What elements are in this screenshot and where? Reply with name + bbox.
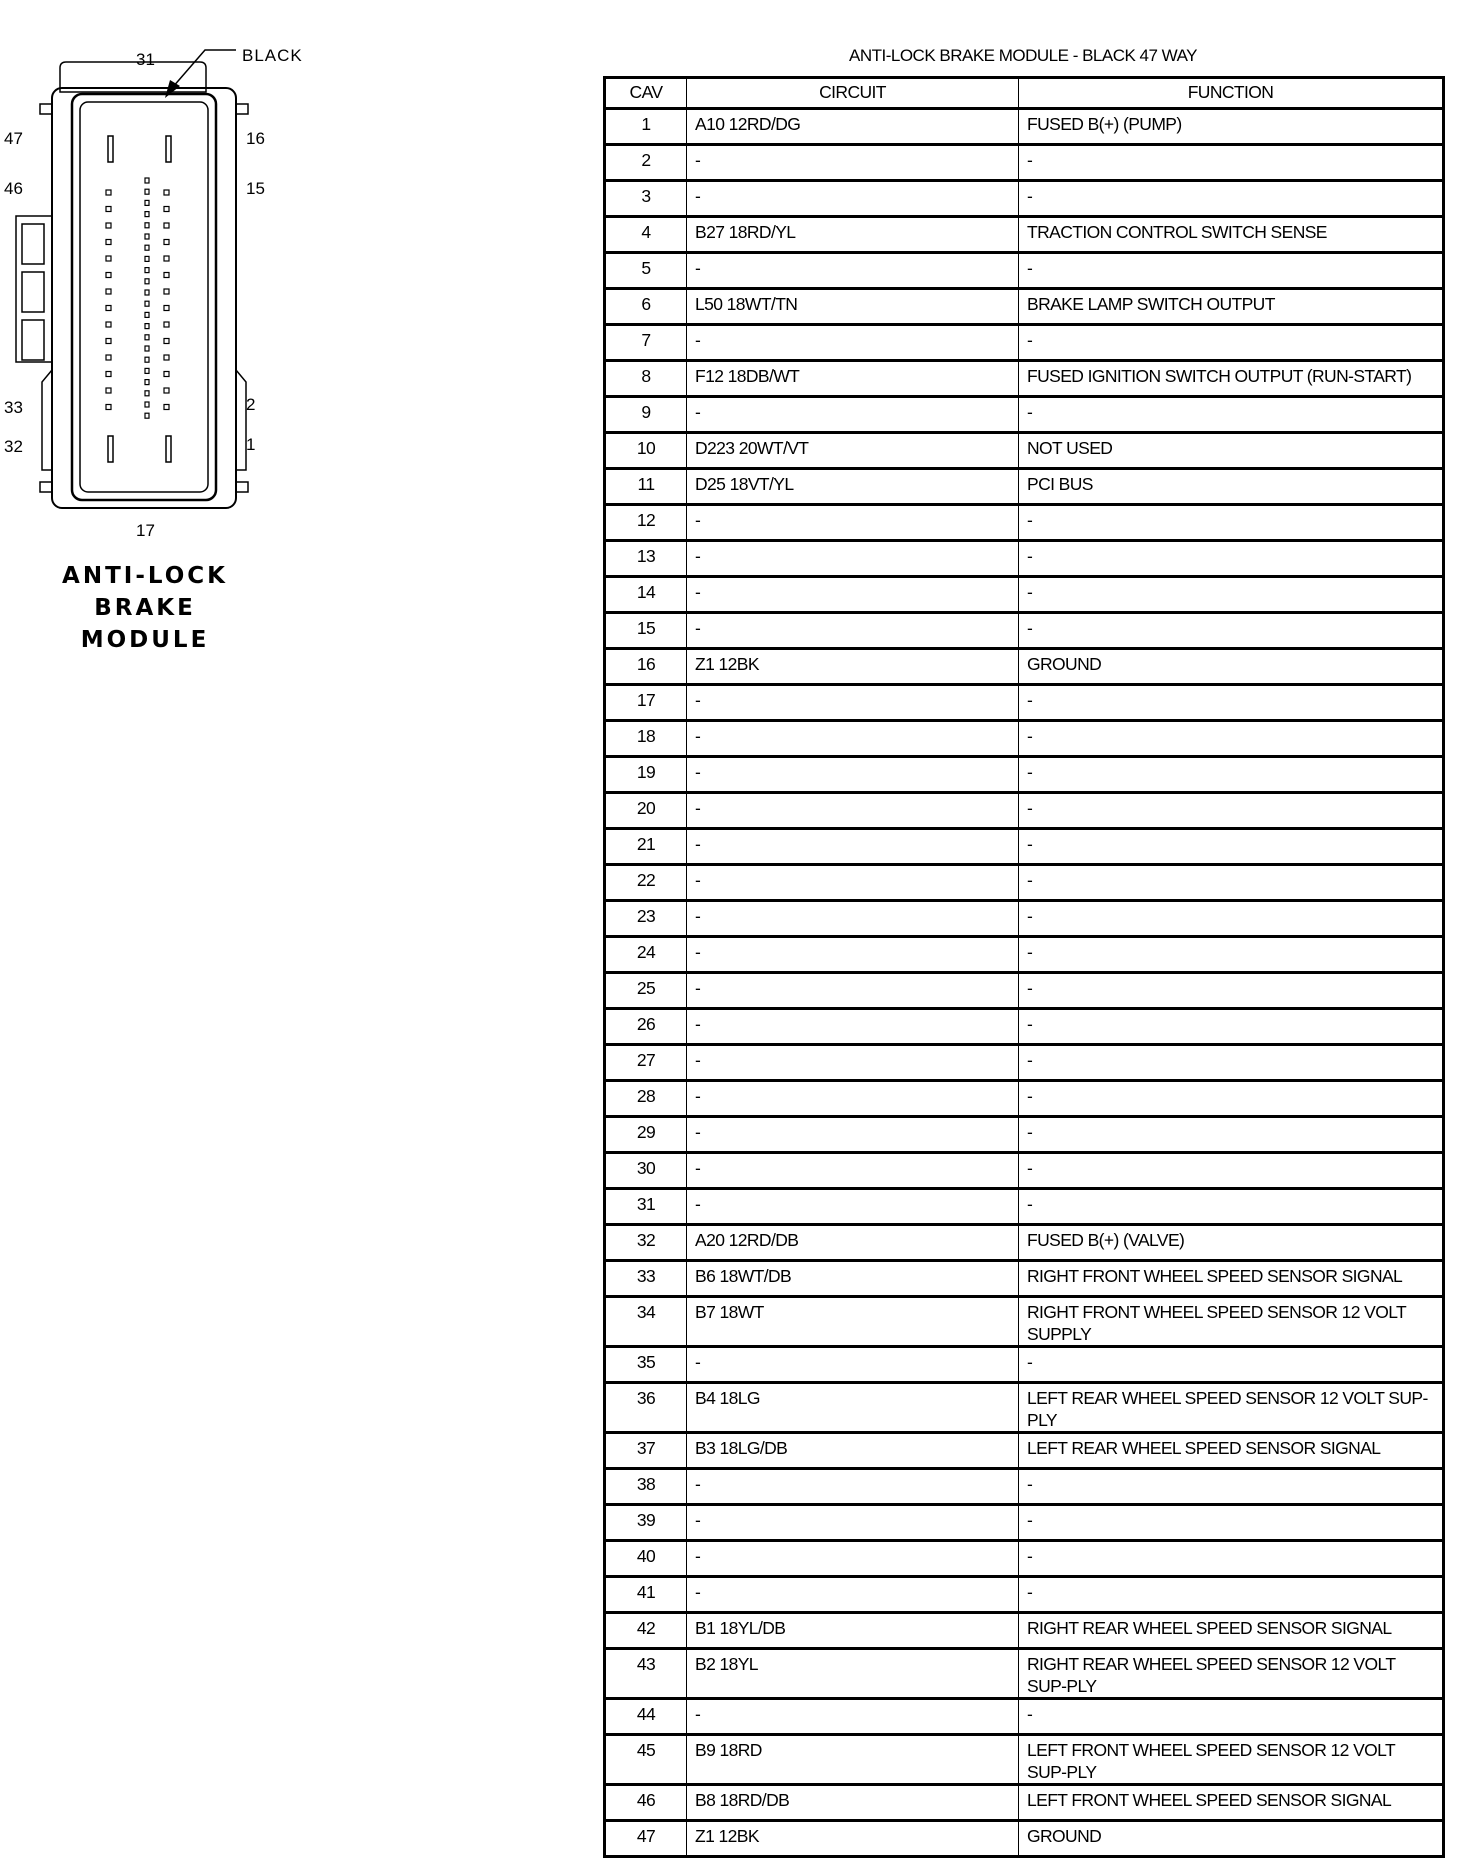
function-cell: LEFT FRONT WHEEL SPEED SENSOR SIGNAL <box>1019 1785 1444 1821</box>
function-cell: GROUND <box>1019 649 1444 685</box>
circuit-cell: B2 18YL <box>687 1649 1019 1699</box>
circuit-cell: B4 18LG <box>687 1383 1019 1433</box>
latch-window-1 <box>22 224 44 264</box>
table-row <box>605 181 1444 217</box>
pin-cavity <box>145 234 149 239</box>
cav-cell: 41 <box>605 1577 687 1613</box>
pinout-table <box>603 76 1445 1858</box>
circuit-cell: D223 20WT/VT <box>687 433 1019 469</box>
cav-cell: 19 <box>605 757 687 793</box>
pin-cavity <box>145 402 149 407</box>
latch-window-3 <box>22 320 44 360</box>
cav-cell: 39 <box>605 1505 687 1541</box>
circuit-cell: - <box>687 1153 1019 1189</box>
circuit-cell: D25 18VT/YL <box>687 469 1019 505</box>
table-row <box>605 901 1444 937</box>
pin-cavity <box>145 357 149 362</box>
circuit-cell: - <box>687 1189 1019 1225</box>
pin-cavity <box>106 372 111 377</box>
function-cell: - <box>1019 181 1444 217</box>
pin-cavity <box>106 388 111 393</box>
circuit-cell: - <box>687 1505 1019 1541</box>
pin-cavity <box>145 212 149 217</box>
circuit-cell: - <box>687 973 1019 1009</box>
module-name-line-1: ANTI-LOCK <box>62 563 228 589</box>
pin-cavity <box>145 256 149 261</box>
circuit-cell: A20 12RD/DB <box>687 1225 1019 1261</box>
pin-cavity <box>164 306 169 311</box>
table-row <box>605 649 1444 685</box>
function-cell: - <box>1019 1081 1444 1117</box>
table-row <box>605 1699 1444 1735</box>
pin-cavity <box>145 391 149 396</box>
cav-cell: 28 <box>605 1081 687 1117</box>
function-cell: - <box>1019 1045 1444 1081</box>
cav-cell: 33 <box>605 1261 687 1297</box>
function-cell: - <box>1019 793 1444 829</box>
circuit-cell: - <box>687 721 1019 757</box>
table-row <box>605 1225 1444 1261</box>
function-cell: - <box>1019 1189 1444 1225</box>
circuit-cell: - <box>687 829 1019 865</box>
table-row <box>605 1649 1444 1699</box>
table-row <box>605 1081 1444 1117</box>
cav-cell: 21 <box>605 829 687 865</box>
function-cell: - <box>1019 613 1444 649</box>
pin-cavity <box>145 380 149 385</box>
circuit-cell: - <box>687 613 1019 649</box>
circuit-cell: - <box>687 505 1019 541</box>
pin-label-46: 46 <box>4 179 23 198</box>
table-row <box>605 1117 1444 1153</box>
cav-cell: 3 <box>605 181 687 217</box>
power-terminal-32 <box>108 436 113 462</box>
function-cell: - <box>1019 757 1444 793</box>
function-cell: - <box>1019 829 1444 865</box>
cav-cell: 30 <box>605 1153 687 1189</box>
pin-cavity <box>145 324 149 329</box>
circuit-cell: - <box>687 1347 1019 1383</box>
function-cell: FUSED B(+) (VALVE) <box>1019 1225 1444 1261</box>
circuit-cell: B7 18WT <box>687 1297 1019 1347</box>
table-row <box>605 613 1444 649</box>
table-row <box>605 1189 1444 1225</box>
table-row <box>605 721 1444 757</box>
pin-label-1: 1 <box>246 435 256 454</box>
connector-inner-shell <box>72 94 216 500</box>
connector-color-label: BLACK <box>242 46 303 65</box>
function-cell: - <box>1019 1153 1444 1189</box>
table-row <box>605 973 1444 1009</box>
cav-cell: 13 <box>605 541 687 577</box>
pin-cavity <box>145 301 149 306</box>
cav-cell: 5 <box>605 253 687 289</box>
function-cell: - <box>1019 577 1444 613</box>
table-row <box>605 325 1444 361</box>
table-row <box>605 1505 1444 1541</box>
table-row <box>605 433 1444 469</box>
pin-label-31: 31 <box>136 50 155 69</box>
cav-cell: 6 <box>605 289 687 325</box>
circuit-cell: - <box>687 1469 1019 1505</box>
table-row <box>605 145 1444 181</box>
table-header-row <box>605 78 1444 109</box>
cav-cell: 29 <box>605 1117 687 1153</box>
table-row <box>605 217 1444 253</box>
left-tab-bottom <box>40 482 52 492</box>
pin-label-33: 33 <box>4 398 23 417</box>
circuit-cell: B8 18RD/DB <box>687 1785 1019 1821</box>
function-cell: - <box>1019 1009 1444 1045</box>
table-row <box>605 1613 1444 1649</box>
table-title: ANTI-LOCK BRAKE MODULE - BLACK 47 WAY <box>848 46 1198 65</box>
pin-label-47: 47 <box>4 129 23 148</box>
circuit-cell: - <box>687 1117 1019 1153</box>
pin-cavity <box>145 279 149 284</box>
cav-cell: 4 <box>605 217 687 253</box>
table-row <box>605 109 1444 145</box>
cav-cell: 27 <box>605 1045 687 1081</box>
table-row <box>605 1347 1444 1383</box>
connector-cavity-field <box>80 102 208 492</box>
pin-cavity <box>145 368 149 373</box>
circuit-cell: - <box>687 325 1019 361</box>
pin-cavity <box>145 189 149 194</box>
pin-cavity <box>106 256 111 261</box>
pin-cavity <box>164 240 169 245</box>
cav-cell: 1 <box>605 109 687 145</box>
pin-cavity <box>164 207 169 212</box>
pin-cavity <box>164 339 169 344</box>
circuit-cell: - <box>687 1699 1019 1735</box>
function-cell: PCI BUS <box>1019 469 1444 505</box>
cav-cell: 32 <box>605 1225 687 1261</box>
table-row <box>605 1009 1444 1045</box>
function-cell: FUSED B(+) (PUMP) <box>1019 109 1444 145</box>
pin-cavity <box>106 322 111 327</box>
cav-cell: 26 <box>605 1009 687 1045</box>
pin-cavity <box>145 245 149 250</box>
table-row <box>605 289 1444 325</box>
table-row <box>605 757 1444 793</box>
pin-label-17: 17 <box>136 521 155 540</box>
pin-cavity <box>145 335 149 340</box>
function-cell: - <box>1019 901 1444 937</box>
circuit-cell: - <box>687 793 1019 829</box>
header-function: FUNCTION <box>1019 78 1444 109</box>
pin-cavity <box>164 388 169 393</box>
circuit-cell: - <box>687 937 1019 973</box>
cav-cell: 18 <box>605 721 687 757</box>
table-row <box>605 577 1444 613</box>
cav-cell: 47 <box>605 1821 687 1857</box>
circuit-cell: L50 18WT/TN <box>687 289 1019 325</box>
circuit-cell: B6 18WT/DB <box>687 1261 1019 1297</box>
pin-cavity <box>164 190 169 195</box>
circuit-cell: F12 18DB/WT <box>687 361 1019 397</box>
pin-cavity <box>106 223 111 228</box>
table-row <box>605 1383 1444 1433</box>
cav-cell: 46 <box>605 1785 687 1821</box>
pin-label-2: 2 <box>246 395 256 414</box>
circuit-cell: - <box>687 1541 1019 1577</box>
right-lower-guide <box>236 370 246 470</box>
table-row <box>605 1469 1444 1505</box>
pin-label-16: 16 <box>246 129 265 148</box>
table-row <box>605 1821 1444 1857</box>
pin-label-32: 32 <box>4 437 23 456</box>
pin-label-15: 15 <box>246 179 265 198</box>
pin-cavity <box>145 413 149 418</box>
cav-cell: 34 <box>605 1297 687 1347</box>
pin-cavity <box>106 289 111 294</box>
table-row <box>605 865 1444 901</box>
pin-cavity <box>164 289 169 294</box>
function-cell: RIGHT REAR WHEEL SPEED SENSOR SIGNAL <box>1019 1613 1444 1649</box>
cav-cell: 12 <box>605 505 687 541</box>
table-row <box>605 541 1444 577</box>
function-cell: - <box>1019 397 1444 433</box>
pin-cavity <box>106 355 111 360</box>
function-cell: NOT USED <box>1019 433 1444 469</box>
pin-cavity <box>106 190 111 195</box>
table-row <box>605 1045 1444 1081</box>
function-cell: TRACTION CONTROL SWITCH SENSE <box>1019 217 1444 253</box>
cav-cell: 22 <box>605 865 687 901</box>
cav-cell: 2 <box>605 145 687 181</box>
pin-cavity <box>106 240 111 245</box>
function-cell: - <box>1019 685 1444 721</box>
header-circuit: CIRCUIT <box>687 78 1019 109</box>
function-cell: RIGHT FRONT WHEEL SPEED SENSOR 12 VOLT SUPPLY <box>1019 1297 1444 1347</box>
cav-cell: 45 <box>605 1735 687 1785</box>
cav-cell: 7 <box>605 325 687 361</box>
cav-cell: 17 <box>605 685 687 721</box>
right-tab-top <box>236 104 248 114</box>
circuit-cell: Z1 12BK <box>687 1821 1019 1857</box>
cav-cell: 44 <box>605 1699 687 1735</box>
cav-cell: 10 <box>605 433 687 469</box>
cav-cell: 15 <box>605 613 687 649</box>
power-terminal-16 <box>166 136 171 162</box>
function-cell: FUSED IGNITION SWITCH OUTPUT (RUN-START) <box>1019 361 1444 397</box>
table-row <box>605 685 1444 721</box>
function-cell: - <box>1019 1469 1444 1505</box>
table-row <box>605 505 1444 541</box>
cav-cell: 24 <box>605 937 687 973</box>
circuit-cell: - <box>687 181 1019 217</box>
table-row <box>605 1261 1444 1297</box>
function-cell: - <box>1019 865 1444 901</box>
pin-cavity <box>106 273 111 278</box>
circuit-cell: - <box>687 865 1019 901</box>
circuit-cell: - <box>687 757 1019 793</box>
power-terminal-1 <box>166 436 171 462</box>
function-cell: - <box>1019 253 1444 289</box>
table-row <box>605 397 1444 433</box>
pin-cavity <box>106 306 111 311</box>
function-cell: - <box>1019 145 1444 181</box>
circuit-cell: B9 18RD <box>687 1735 1019 1785</box>
callout-leader <box>172 50 236 88</box>
function-cell: - <box>1019 541 1444 577</box>
cav-cell: 11 <box>605 469 687 505</box>
cav-cell: 16 <box>605 649 687 685</box>
table-row <box>605 1785 1444 1821</box>
right-tab-bottom <box>236 482 248 492</box>
function-cell: LEFT REAR WHEEL SPEED SENSOR 12 VOLT SUP-PLY <box>1019 1383 1444 1433</box>
pin-cavity <box>164 355 169 360</box>
function-cell: - <box>1019 1577 1444 1613</box>
cav-cell: 43 <box>605 1649 687 1699</box>
circuit-cell: B1 18YL/DB <box>687 1613 1019 1649</box>
pin-cavity <box>106 207 111 212</box>
circuit-cell: B27 18RD/YL <box>687 217 1019 253</box>
table-row <box>605 1297 1444 1347</box>
cav-cell: 9 <box>605 397 687 433</box>
circuit-cell: Z1 12BK <box>687 649 1019 685</box>
cav-cell: 42 <box>605 1613 687 1649</box>
table-row <box>605 469 1444 505</box>
cav-cell: 23 <box>605 901 687 937</box>
pin-cavity <box>106 405 111 410</box>
pin-cavity <box>145 200 149 205</box>
pin-cavity <box>164 273 169 278</box>
function-cell: RIGHT FRONT WHEEL SPEED SENSOR SIGNAL <box>1019 1261 1444 1297</box>
pin-cavity <box>145 178 149 183</box>
function-cell: - <box>1019 325 1444 361</box>
table-row <box>605 1433 1444 1469</box>
left-tab-top <box>40 104 52 114</box>
module-name-line-2: BRAKE <box>94 595 196 621</box>
circuit-cell: - <box>687 901 1019 937</box>
function-cell: - <box>1019 1699 1444 1735</box>
cav-cell: 40 <box>605 1541 687 1577</box>
pin-cavity <box>106 339 111 344</box>
module-name-line-3: MODULE <box>80 627 210 653</box>
circuit-cell: - <box>687 1045 1019 1081</box>
table-row <box>605 1577 1444 1613</box>
circuit-cell: - <box>687 541 1019 577</box>
pin-cavity <box>164 372 169 377</box>
circuit-cell: B3 18LG/DB <box>687 1433 1019 1469</box>
table-row <box>605 361 1444 397</box>
function-cell: - <box>1019 1347 1444 1383</box>
circuit-cell: - <box>687 397 1019 433</box>
cav-cell: 36 <box>605 1383 687 1433</box>
function-cell: - <box>1019 721 1444 757</box>
pin-cavity <box>164 322 169 327</box>
function-cell: LEFT REAR WHEEL SPEED SENSOR SIGNAL <box>1019 1433 1444 1469</box>
cav-cell: 35 <box>605 1347 687 1383</box>
function-cell: - <box>1019 505 1444 541</box>
connector-face-diagram <box>0 40 320 540</box>
function-cell: - <box>1019 1117 1444 1153</box>
pin-cavity <box>145 346 149 351</box>
cav-cell: 31 <box>605 1189 687 1225</box>
table-row <box>605 829 1444 865</box>
function-cell: RIGHT REAR WHEEL SPEED SENSOR 12 VOLT SUP-PLY <box>1019 1649 1444 1699</box>
table-row <box>605 1541 1444 1577</box>
module-name <box>30 560 260 656</box>
table-row <box>605 793 1444 829</box>
table-body <box>605 109 1444 1857</box>
pin-cavity <box>164 405 169 410</box>
circuit-cell: - <box>687 577 1019 613</box>
pin-cavity <box>145 223 149 228</box>
function-cell: BRAKE LAMP SWITCH OUTPUT <box>1019 289 1444 325</box>
circuit-cell: - <box>687 1009 1019 1045</box>
table-row <box>605 1153 1444 1189</box>
function-cell: - <box>1019 937 1444 973</box>
signal-pin-grid <box>106 178 169 418</box>
table-row <box>605 937 1444 973</box>
power-terminal-47 <box>108 136 113 162</box>
function-cell: GROUND <box>1019 1821 1444 1857</box>
circuit-cell: - <box>687 145 1019 181</box>
circuit-cell: - <box>687 1577 1019 1613</box>
cav-cell: 20 <box>605 793 687 829</box>
table-row <box>605 253 1444 289</box>
left-lower-guide <box>42 370 52 470</box>
pin-cavity <box>145 312 149 317</box>
circuit-cell: - <box>687 685 1019 721</box>
table-row <box>605 1735 1444 1785</box>
circuit-cell: A10 12RD/DG <box>687 109 1019 145</box>
pin-cavity <box>164 256 169 261</box>
pin-cavity <box>164 223 169 228</box>
cav-cell: 14 <box>605 577 687 613</box>
pin-cavity <box>145 268 149 273</box>
function-cell: LEFT FRONT WHEEL SPEED SENSOR 12 VOLT SUP-PLY <box>1019 1735 1444 1785</box>
function-cell: - <box>1019 973 1444 1009</box>
cav-cell: 38 <box>605 1469 687 1505</box>
function-cell: - <box>1019 1541 1444 1577</box>
circuit-cell: - <box>687 1081 1019 1117</box>
cav-cell: 25 <box>605 973 687 1009</box>
pin-cavity <box>145 290 149 295</box>
cav-cell: 8 <box>605 361 687 397</box>
function-cell: - <box>1019 1505 1444 1541</box>
header-cav: CAV <box>605 78 687 109</box>
latch-window-2 <box>22 272 44 312</box>
circuit-cell: - <box>687 253 1019 289</box>
cav-cell: 37 <box>605 1433 687 1469</box>
